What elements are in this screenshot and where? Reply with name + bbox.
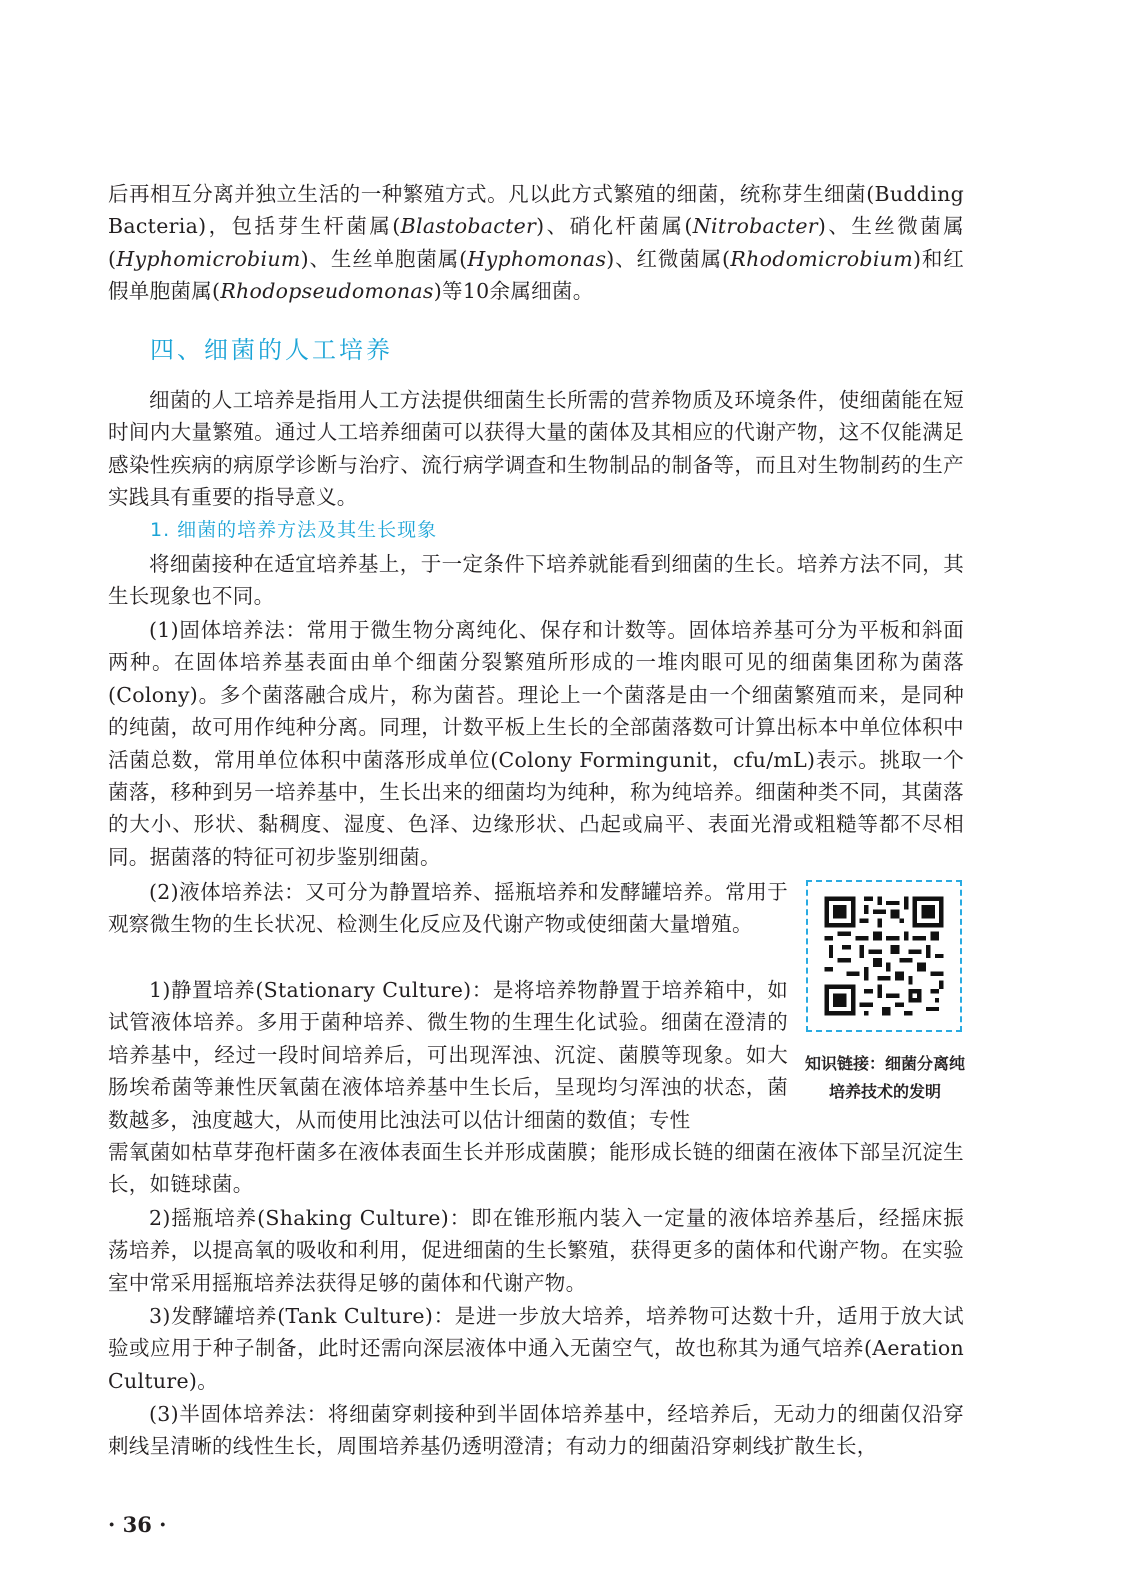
- paragraph-stationary-culture: 1)静置培养(Stationary Culture)：是将培养物静置于培养箱中，如试管液体培养。多用于菌种培养、微生物的生理生化试验。细菌在澄清的培养基中，经过一段时间培养后，可出现浑浊、沉淀、菌膜等现象。如大肠埃希菌等兼性厌氧菌在液体培养基中生长后，呈现均匀浑浊的状态，菌数越多，浊度越大，从而使用比浊法可以估计细菌的数值；专性: [108, 978, 788, 1132]
- genus-rhodomicrobium: Rhodomicrobium: [730, 246, 913, 271]
- genus-blastobacter: Blastobacter: [400, 214, 537, 239]
- paragraph-solid-culture: (1)固体培养法：常用于微生物分离纯化、保存和计数等。固体培养基可分为平板和斜面两种。在固体培养基表面由单个细菌分裂繁殖所形成的一堆肉眼可见的细菌集团称为菌落(Colony)。多个菌落融合成片，称为菌苔。理论上一个菌落是由一个细菌繁殖而来，是同种的纯菌，故可用作纯种分离。同理，计数平板上生长的全部菌落数可计算出标本中单位体积中活菌总数，常用单位体积中菌落形成单位(Colony Formingunit，cfu/mL)表示。挑取一个菌落，移种到另一培养基中，生长出来的细菌均为纯种，称为纯培养。细菌种类不同，其菌落的大小、形状、黏稠度、湿度、色泽、边缘形状、凸起或扁平、表面光滑或粗糙等都不尽相同。据菌落的特征可初步鉴别细菌。: [108, 618, 964, 869]
- intro-paragraph: 后再相互分离并独立生活的一种繁殖方式。凡以此方式繁殖的细菌，统称芽生细菌(Budding Bacteria)，包括芽生杆菌属(Blastobacter)、硝化杆菌属(Nitrobacter)、生丝微菌属(Hyphomicrobium)、生丝单胞菌属(Hyphomonas)、红微菌属(Rhodomicrobium)和红假单胞菌属(Rhodopseudomonas)等10余属细菌。: [108, 182, 964, 304]
- paragraph-shaking-culture: 2)摇瓶培养(Shaking Culture)：即在锥形瓶内装入一定量的液体培养基后，经摇床振荡培养，以提高氧的吸收和利用，促进细菌的生长繁殖，获得更多的菌体和代谢产物。在实验室中常采用摇瓶培养法获得足够的菌体和代谢产物。: [108, 1206, 964, 1295]
- genus-rhodopseudomonas: Rhodopseudomonas: [220, 279, 434, 304]
- paragraph-liquid-culture: (2)液体培养法：又可分为静置培养、摇瓶培养和发酵罐培养。常用于观察微生物的生长状况、检测生化反应及代谢产物或使细菌大量增殖。: [108, 880, 788, 937]
- paragraph-tank-culture: 3)发酵罐培养(Tank Culture)：是进一步放大培养，培养物可达数十升，适用于放大试验或应用于种子制备，此时还需向深层液体中通入无菌空气，故也称其为通气培养(Aeration Culture)。: [108, 1304, 964, 1393]
- qr-code-link[interactable]: [806, 880, 962, 1032]
- section-title: 四、细菌的人工培养: [150, 336, 393, 364]
- genus-hyphomicrobium: Hyphomicrobium: [116, 246, 301, 271]
- genus-nitrobacter: Nitrobacter: [692, 214, 818, 239]
- paragraph-cultivation-intro: 细菌的人工培养是指用人工方法提供细菌生长所需的营养物质及环境条件，使细菌能在短时间内大量繁殖。通过人工培养细菌可以获得大量的菌体及其相应的代谢产物，这不仅能满足感染性疾病的病原学诊断与治疗、流行病学调查和生物制品的制备等，而且对生物制药的生产实践具有重要的指导意义。: [108, 388, 964, 510]
- paragraph-semisolid-culture: (3)半固体培养法：将细菌穿刺接种到半固体培养基中，经培养后，无动力的细菌仅沿穿刺线呈清晰的线性生长，周围培养基仍透明澄清；有动力的细菌沿穿刺线扩散生长，: [108, 1402, 964, 1459]
- qr-caption: 知识链接：细菌分离纯培养技术的发明: [804, 1054, 965, 1101]
- genus-hyphomonas: Hyphomonas: [467, 246, 607, 271]
- subsection-title: 1. 细菌的培养方法及其生长现象: [150, 519, 438, 541]
- paragraph-growth-intro: 将细菌接种在适宜培养基上，于一定条件下培养就能看到细菌的生长。培养方法不同，其生长现象也不同。: [108, 552, 964, 609]
- qr-code-icon: [820, 892, 948, 1020]
- paragraph-stationary-culture-cont: 需氧菌如枯草芽孢杆菌多在液体表面生长并形成菌膜；能形成长链的细菌在液体下部呈沉淀生长，如链球菌。: [108, 1140, 964, 1197]
- page-number: · 36 ·: [108, 1512, 167, 1537]
